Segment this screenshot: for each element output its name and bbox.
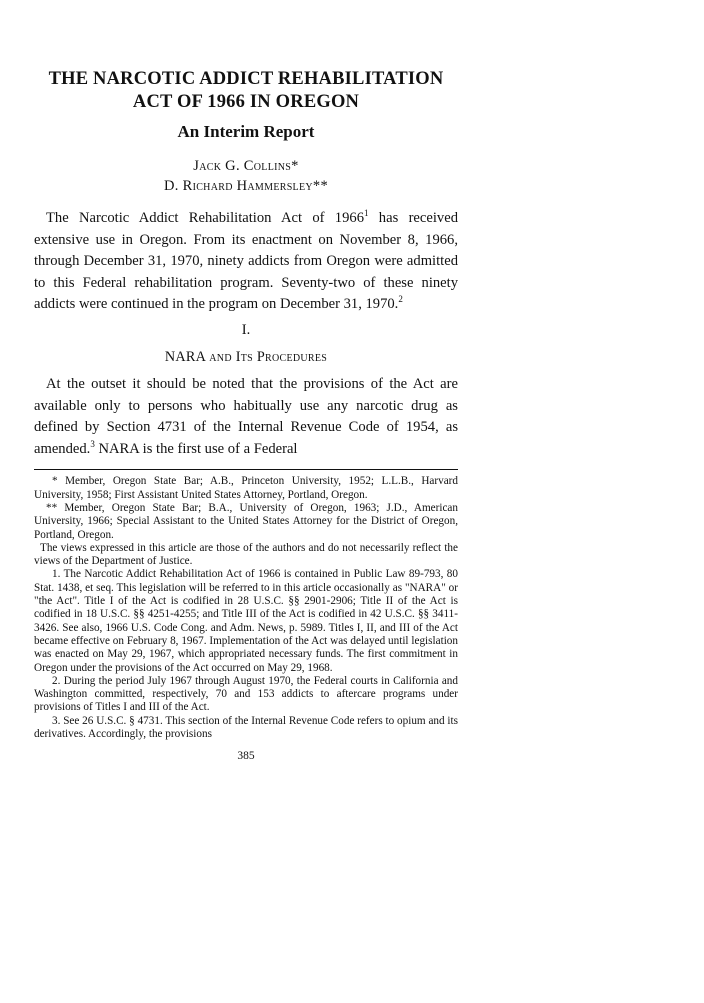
- article-page: [34, 68, 458, 762]
- section-text-a: At the outset it should be noted that the provisions of the Act are available only to persons who habitually use any narcotic drug as defined by Section 4731 of the Internal Revenue Code of 1954, as amended.: [34, 375, 458, 457]
- footnote-ref-2: 2: [398, 294, 403, 305]
- footnotes: [34, 475, 458, 741]
- footnote-2: 2. During the period July 1967 through August 1970, the Federal courts in California and Washington committed, respectively, 70 and 153 addicts to aftercare programs under provisions of Titles I and III of the Act.: [34, 674, 458, 714]
- intro-text-b: has received extensive use in Oregon. From its enactment on November 8, 1966, through December 31, 1970, ninety addicts from Oregon were admitted to this Federal rehabilitation program. Seventy-two of these ninety addicts were continued in the program on December 31, 1970.: [34, 210, 458, 313]
- article-subtitle: An Interim Report: [177, 122, 315, 141]
- article-title: [34, 68, 458, 114]
- footnote-divider: [34, 469, 458, 470]
- footnote-double-star: ** Member, Oregon State Bar; B.A., University of Oregon, 1963; J.D., American University, 1966; Special Assistant to the United States Attorney for the District of Oregon, Portland, Oregon.: [34, 501, 458, 541]
- footnote-ref-3: 3: [90, 438, 95, 449]
- section-heading: NARA and Its Procedures: [164, 348, 328, 365]
- section-paragraph: [34, 374, 458, 460]
- author-2: D. Richard Hammersley**: [163, 178, 328, 194]
- section-text-b: NARA is the first use of a Federal: [94, 440, 298, 457]
- title-line-2: ACT OF 1966 IN OREGON: [132, 92, 360, 112]
- page-number: 385: [237, 750, 255, 763]
- footnote-star: * Member, Oregon State Bar; A.B., Princeton University, 1952; L.L.B., Harvard University, 1958; First Assistant United States Attorney, Portland, Oregon.: [34, 475, 458, 501]
- section-number: I.: [241, 321, 251, 338]
- footnote-3: 3. See 26 U.S.C. § 4731. This section of the Internal Revenue Code refers to opium and its derivatives. Accordingly, the provisions: [34, 714, 458, 740]
- footnote-ref-1: 1: [364, 208, 369, 219]
- intro-paragraph: [34, 208, 458, 316]
- footnote-1: 1. The Narcotic Addict Rehabilitation Act of 1966 is contained in Public Law 89-793, 80 Stat. 1438, et seq. This legislation will be referred to in this article occasionally as "NARA" or "the Act". Title I of the Act is codified in 28 U.S.C. §§ 2901-2906; Title II of the Act is codified in 18 U.S.C. §§ 4251-4255; and Title III of the Act is codified in 42 U.S.C. §§ 3411-3426. See also, 1966 U.S. Code Cong. and Adm. News, p. 5989. Titles I, II, and III of the Act became effective on February 8, 1967. Implementation of the Act was delayed until legislation was enacted on May 29, 1967, which appropriated necessary funds. The first commitment in Oregon under the provisions of the Act occurred on May 29, 1968.: [34, 568, 458, 674]
- author-block: [34, 156, 458, 196]
- footnote-disclaimer: The views expressed in this article are those of the authors and do not necessarily reflect the views of the Department of Justice.: [34, 541, 458, 568]
- author-1: Jack G. Collins*: [193, 158, 299, 174]
- title-line-1: THE NARCOTIC ADDICT REHABILITATION: [48, 69, 444, 89]
- intro-text-a: The Narcotic Addict Rehabilitation Act of 1966: [46, 210, 364, 226]
